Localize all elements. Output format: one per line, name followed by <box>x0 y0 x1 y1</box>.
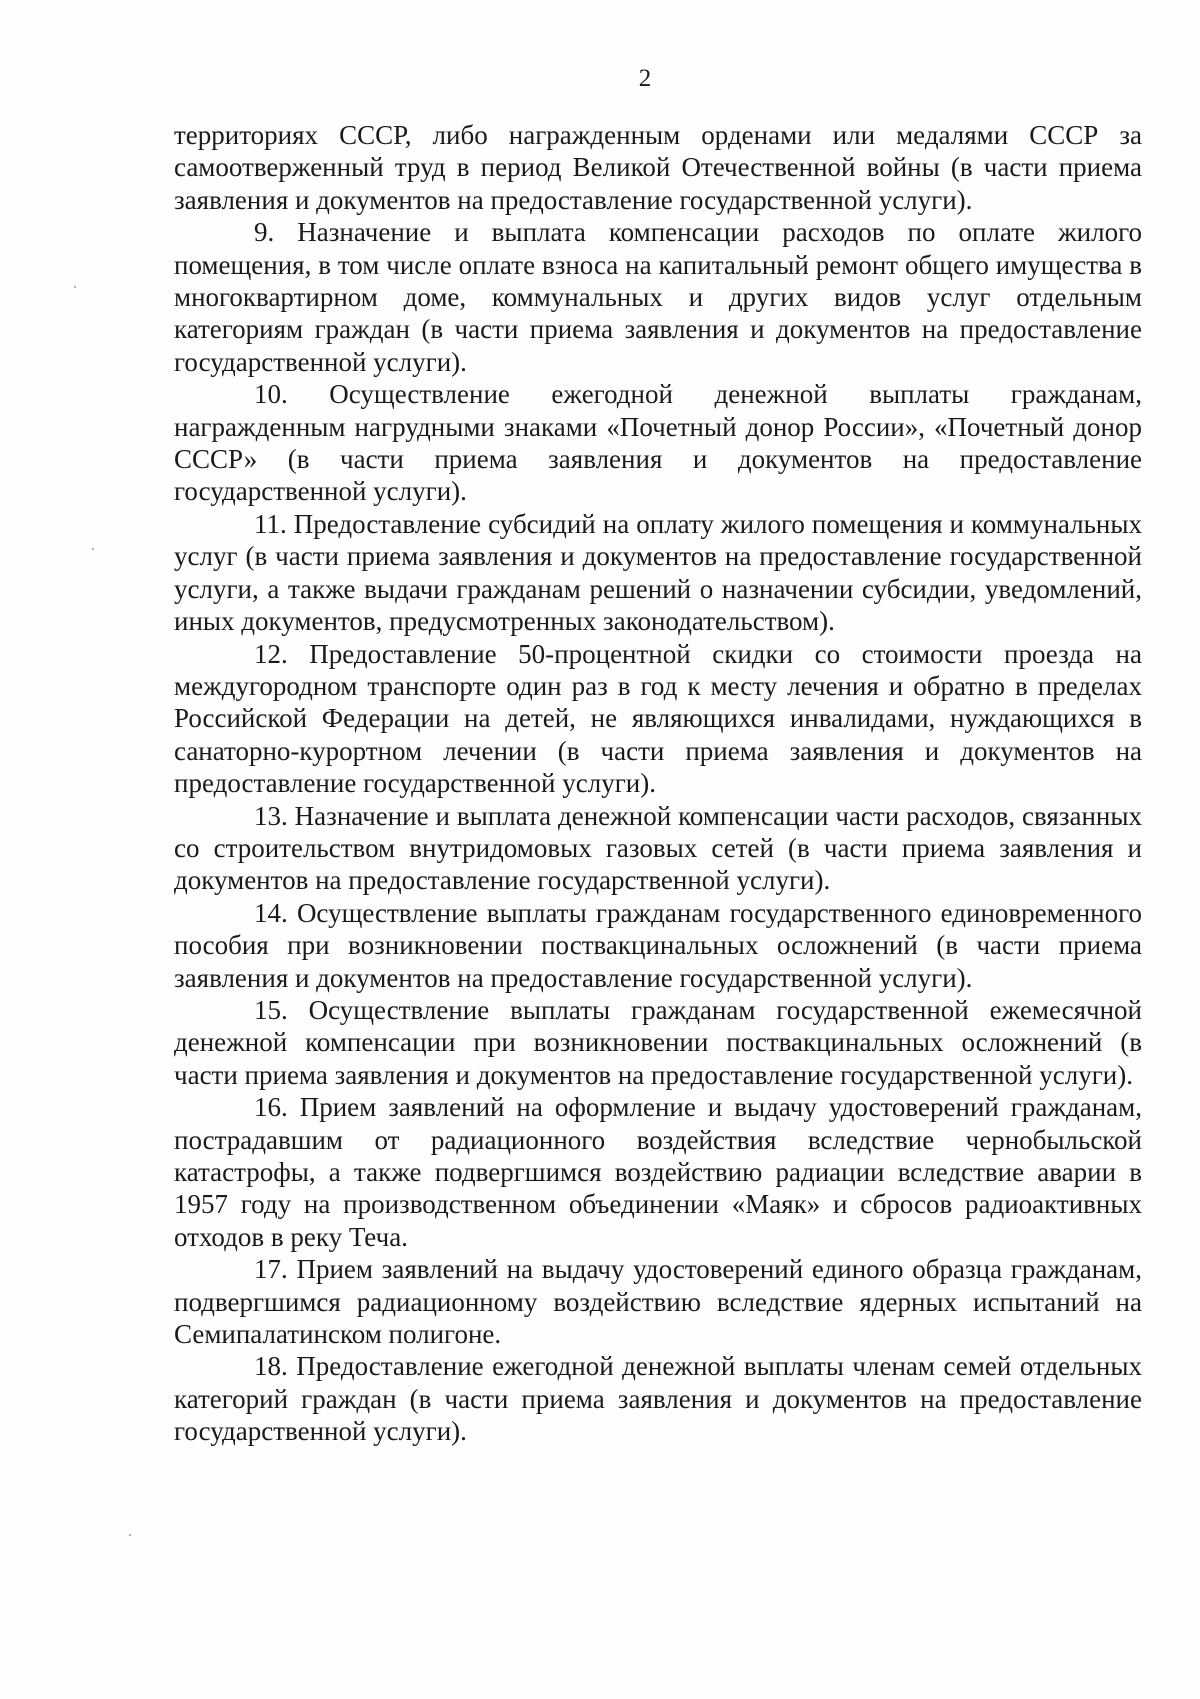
document-body <box>174 119 1142 1448</box>
item-text: Предоставление ежегодной денежной выплаты членам семей отдельных категорий граждан (в части приема заявления и документов на предоставление государственной услуги). <box>174 1351 1142 1447</box>
list-item-18 <box>174 1350 1142 1447</box>
list-item-16 <box>174 1091 1142 1253</box>
item-text: Прием заявлений на оформление и выдачу удостоверений гражданам, пострадавшим от радиационного воздействия вследствие чернобыльской катастрофы, а также подвергшимся воздействию радиации вследствие аварии в 1957 году на производственном объединении «Маяк» и сбросов радиоактивных отходов в реку Теча. <box>174 1092 1143 1252</box>
item-number: 10. <box>254 379 288 410</box>
item-text: Осуществление выплаты гражданам государственного единовременного пособия при возникновении поствакцинальных осложнений (в части приема заявления и документов на предоставление государственной услуги). <box>174 897 1143 993</box>
item-number: 9. <box>254 217 275 248</box>
list-item-10 <box>174 378 1142 508</box>
list-item-17 <box>174 1253 1142 1350</box>
continuation-paragraph: территориях СССР, либо награжденным орденами или медалями СССР за самоотверженный труд в период Великой Отечественной войны (в части приема заявления и документов на предоставление государственной услуги). <box>174 120 1142 215</box>
item-number: 11. <box>254 508 287 539</box>
item-text: Прием заявлений на выдачу удостоверений единого образца гражданам, подвергшимся радиационному воздействию вследствие ядерных испытаний на Семипалатинском полигоне. <box>174 1254 1143 1350</box>
item-number: 14. <box>254 897 288 928</box>
item-text: Назначение и выплата денежной компенсации части расходов, связанных со строительством внутридомовых газовых сетей (в части приема заявления и документов на предоставление государственной услуги). <box>174 800 1143 896</box>
list-item-9 <box>174 216 1142 378</box>
list-item-12 <box>174 638 1142 800</box>
item-number: 12. <box>254 638 288 669</box>
item-text: Осуществление выплаты гражданам государственной ежемесячной денежной компенсации при возникновении поствакцинальных осложнений (в части приема заявления и документов на предоставление государственной услуги). <box>174 994 1142 1090</box>
item-text: Предоставление 50-процентной скидки со стоимости проезда на междугородном транспорте один раз в год к месту лечения и обратно в пределах Российской Федерации на детей, не являющихся инвалидами, нуждающихся в санаторно-курортном лечении (в части приема заявления и документов на предоставление государственной услуги). <box>174 638 1142 799</box>
scan-speck <box>129 1534 131 1536</box>
item-number: 18. <box>254 1351 288 1382</box>
item-number: 15. <box>254 994 288 1025</box>
item-number: 16. <box>254 1092 288 1123</box>
list-item-15 <box>174 994 1142 1091</box>
item-number: 13. <box>254 800 288 831</box>
item-text: Предоставление субсидий на оплату жилого помещения и коммунальных услуг (в части приема заявления и документов на предоставление государственной услуги, а также выдачи гражданам решений о назначении субсидии, уведомлений, иных документов, предусмотренных законодательством). <box>174 508 1142 637</box>
list-item-14 <box>174 897 1142 994</box>
item-text: Назначение и выплата компенсации расходов по оплате жилого помещения, в том числе оплате взноса на капитальный ремонт общего имущества в многоквартирном доме, коммунальных и других видов услуг отдельным категориям граждан (в части приема заявления и документов на предоставление государственной услуги). <box>174 217 1142 377</box>
item-number: 17. <box>254 1254 288 1285</box>
item-text: Осуществление ежегодной денежной выплаты гражданам, награжденным нагрудными знаками «Почетный донор России», «Почетный донор СССР» (в части приема заявления и документов на предоставление государственной услуги). <box>174 379 1142 507</box>
scan-speck <box>74 286 76 288</box>
list-item-11 <box>174 508 1142 638</box>
scan-speck <box>92 548 94 550</box>
list-item-13 <box>174 800 1142 897</box>
page-number: 2 <box>638 65 652 92</box>
